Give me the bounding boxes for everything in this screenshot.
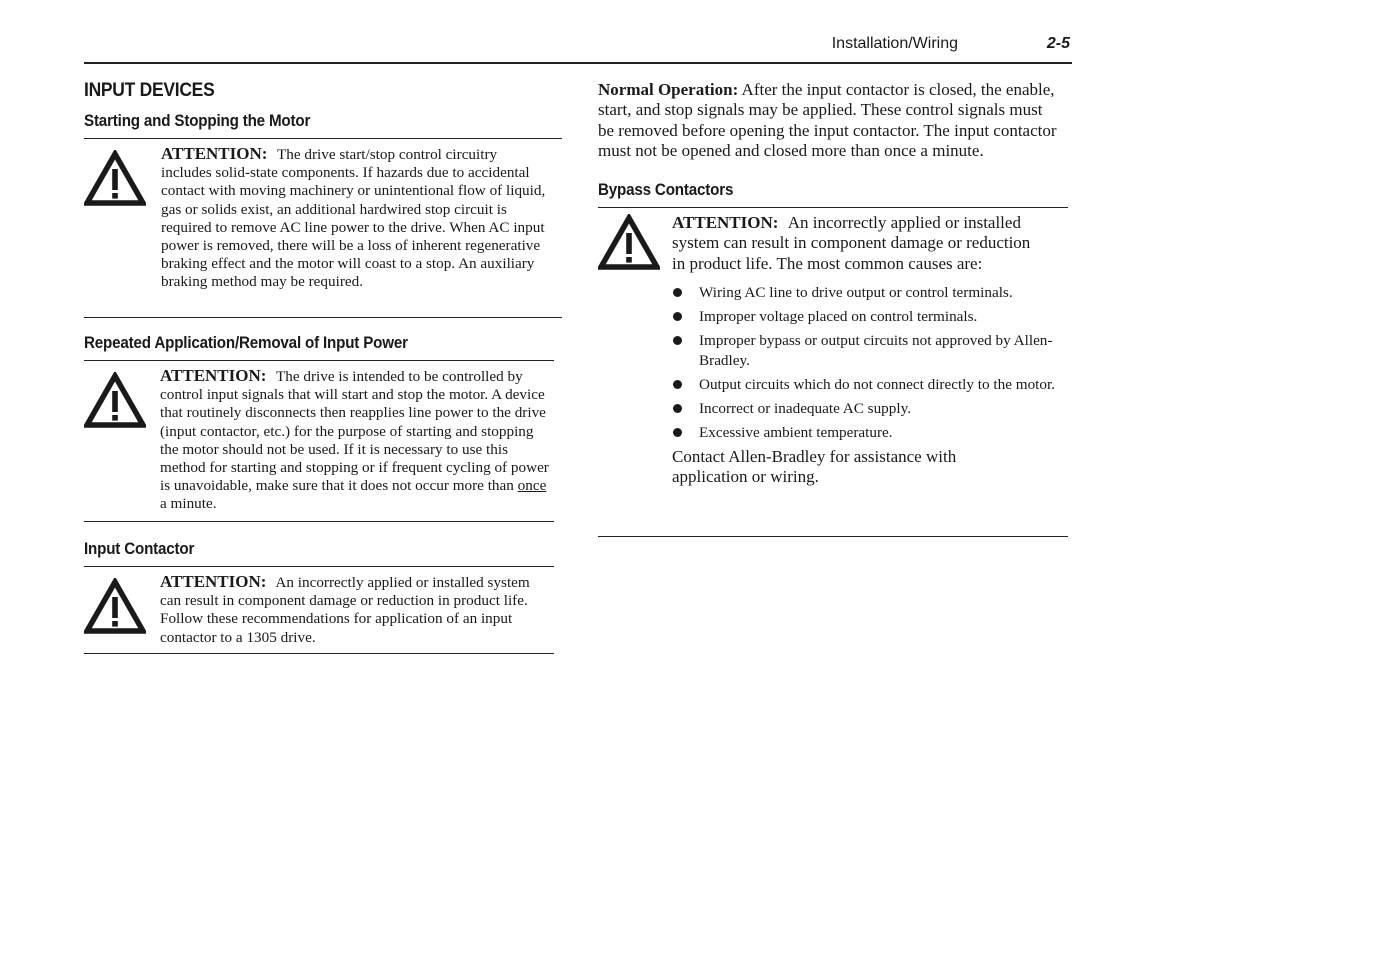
left-column: [84, 80, 562, 654]
bullet-icon: [673, 380, 682, 389]
page-number: 2-5: [1046, 35, 1070, 52]
attention-label: ATTENTION:: [160, 366, 267, 385]
attention-label: ATTENTION:: [160, 572, 267, 591]
attention-box-repeated-application: [84, 360, 554, 522]
contact-text: Contact Allen-Bradley for assistance with application or wiring.: [672, 447, 957, 487]
heading-starting-stopping: Starting and Stopping the Motor: [84, 112, 311, 130]
header-section-title: Installation/Wiring: [831, 35, 958, 52]
bullet-icon: [673, 404, 682, 413]
section-title: INPUT DEVICES: [84, 80, 215, 101]
warning-triangle-icon: [598, 214, 660, 270]
attention-message: The drive is intended to be controlled by control input signals that will start and stop the motor. A device that routinely disconnects then reapplies line power to the drive (input contactor, etc.) for the purpose of starting and stopping the motor should not be used. If it is necessary to use this method for starting and stopping or if frequent cycling of power is unavoidable, make sure that it does not occur more than: [160, 368, 549, 495]
list-item: Wiring AC line to drive output or control terminals.: [672, 283, 1057, 303]
underlined-word: once: [517, 477, 547, 495]
bullet-icon: [673, 312, 682, 321]
attention-box-bypass: [598, 207, 1068, 537]
heading-repeated-application: Repeated Application/Removal of Input Power: [84, 334, 408, 352]
attention-message: An incorrectly applied or installed system can result in component damage or reduction in product life. The most common causes are:: [672, 213, 1031, 273]
attention-label: ATTENTION:: [672, 213, 779, 233]
attention-text: [161, 145, 546, 292]
bullet-icon: [673, 428, 682, 437]
list-item: Improper voltage placed on control terminals.: [672, 307, 1057, 327]
list-item: Incorrect or inadequate AC supply.: [672, 399, 1057, 419]
attention-message-end: a minute.: [160, 495, 217, 513]
attention-message: The drive start/stop control circuitry includes solid-state components. If hazards due to accidental contact with moving machinery or unintentional flow of liquid, gas or solids exist, an additional hardwired stop circuit is required to remove AC line power to the drive. When AC input power is removed, there will be a loss of inherent regenerative braking effect and the motor will coast to a stop. An auxiliary braking method may be required.: [161, 146, 546, 291]
attention-label: ATTENTION:: [161, 144, 268, 163]
attention-text: [672, 213, 1042, 274]
attention-text: [160, 573, 545, 647]
heading-input-contactor: Input Contactor: [84, 540, 195, 558]
warning-triangle-icon: [84, 150, 146, 206]
normal-operation-label: Normal Operation:: [598, 80, 739, 99]
attention-text: [160, 367, 550, 514]
attention-message: An incorrectly applied or installed system can result in component damage or reduction in product life. Follow these recommendations for application of an input contactor to a 1305 drive.: [160, 574, 530, 646]
bullet-icon: [673, 288, 682, 297]
normal-operation-paragraph: [598, 80, 1058, 161]
attention-box-input-contactor: [84, 566, 554, 654]
list-item: Improper bypass or output circuits not approved by Allen-Bradley.: [672, 331, 1057, 371]
attention-box-starting-stopping: [84, 138, 562, 318]
causes-list: [672, 283, 1057, 443]
bullet-icon: [673, 336, 682, 345]
list-item: Excessive ambient temperature.: [672, 423, 1057, 443]
warning-triangle-icon: [84, 578, 146, 634]
warning-triangle-icon: [84, 372, 146, 428]
bypass-attention-content: [672, 213, 1057, 487]
heading-bypass-contactors: Bypass Contactors: [598, 181, 734, 200]
page-header: [84, 30, 1072, 64]
list-item: Output circuits which do not connect directly to the motor.: [672, 375, 1057, 395]
normal-operation-text: After the input contactor is closed, the enable, start, and stop signals may be applied. These control signals must be removed before opening the input contactor. The input contactor must not be opened and closed more than once a minute.: [598, 80, 1057, 160]
right-column: [598, 80, 1068, 537]
